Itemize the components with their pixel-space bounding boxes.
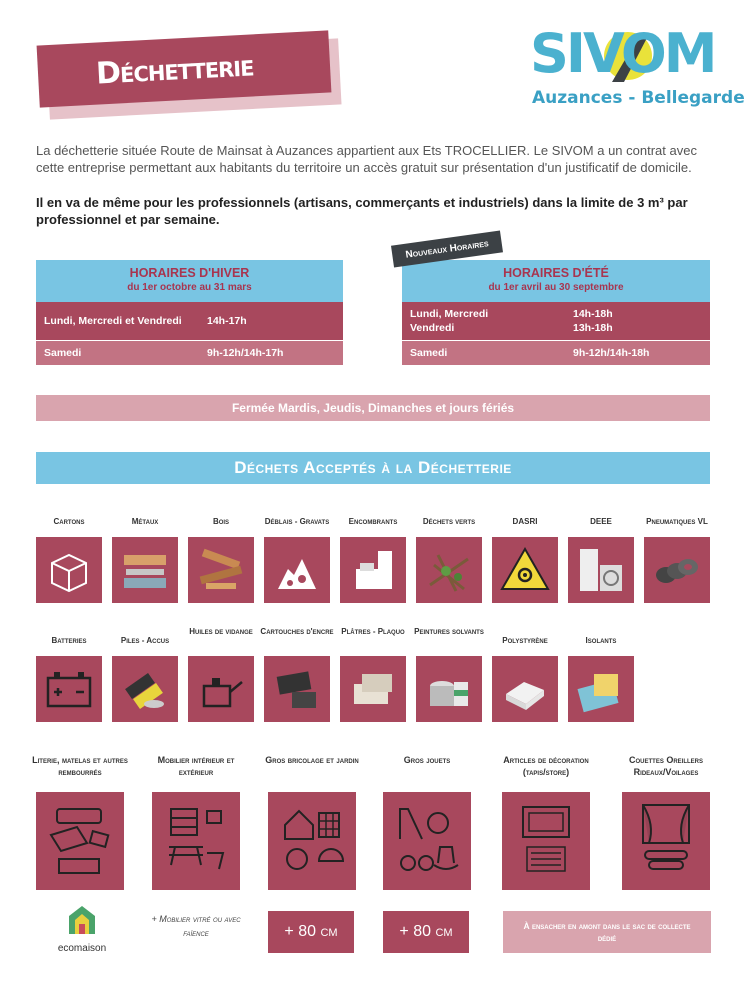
furniture-icon — [163, 803, 229, 879]
appliance-icon — [576, 545, 626, 595]
summer-hours: 9h-12h/14h-18h — [573, 347, 650, 359]
rubble-icon — [272, 545, 322, 595]
winter-hours: 9h-12h/14h-17h — [207, 347, 284, 359]
diy-garden-icon — [279, 803, 345, 879]
bag-note: À ensacher en amont dans le sac de collecte dédié — [503, 911, 711, 953]
summer-days: Lundi, Mercredi Vendredi — [410, 308, 489, 334]
intro-pro-text: Il en va de même pour les professionnels (artisans, commerçants et industriels) dans la limite de 3 m³ par professionnel et par semaine. — [36, 195, 688, 227]
waste-label: Bois — [212, 517, 230, 526]
waste-label: Mobilier intérieur et extérieur — [157, 755, 235, 777]
waste-tile — [416, 656, 482, 722]
waste-tile — [416, 537, 482, 603]
waste-label: Cartons — [53, 517, 85, 526]
paint-icon — [424, 664, 474, 714]
decoration-icon — [513, 803, 579, 879]
waste-tile — [622, 792, 710, 890]
waste-label: Peintures solvants — [414, 627, 484, 636]
waste-tile — [112, 537, 178, 603]
waste-tile — [188, 537, 254, 603]
waste-label: Encombrants — [348, 517, 398, 526]
box-icon — [44, 545, 94, 595]
waste-tile — [36, 792, 124, 890]
waste-tile — [112, 656, 178, 722]
waste-label: Polystyrène — [502, 636, 548, 645]
logo-word: SIVOM — [530, 22, 715, 85]
summer-days: Samedi — [410, 347, 448, 359]
bulky-icon — [348, 545, 398, 595]
waste-label: Isolants — [585, 636, 617, 645]
ecomaison-logo — [50, 904, 114, 954]
waste-tile — [383, 792, 471, 890]
bedding-icon — [47, 803, 113, 879]
intro-text: La déchetterie située Route de Mainsat à Auzances appartient aux Ets TROCELLIER. Le SIVOM a un contrat avec cette entreprise permettant aux habitants du territoire un accès gratuit sur présentation d'un justificatif de domicile. — [36, 143, 697, 175]
waste-tile — [188, 656, 254, 722]
waste-label: Batteries — [51, 636, 87, 645]
battery-icon — [44, 664, 94, 714]
waste-tile — [644, 537, 710, 603]
size-badge: + 80 cm — [383, 911, 469, 953]
waste-tile — [36, 537, 102, 603]
tyres-icon — [652, 545, 702, 595]
winter-title: HORAIRES D'HIVER — [129, 266, 250, 280]
waste-label: Piles - Accus — [120, 636, 170, 645]
winter-hours: 14h-17h — [207, 315, 247, 327]
summer-title: HORAIRES D'ÉTÉ — [503, 266, 609, 280]
biohazard-icon — [500, 545, 550, 595]
summer-row-saturday — [402, 341, 710, 365]
summer-row-weekdays — [402, 302, 710, 340]
size-badge: + 80 cm — [268, 911, 354, 953]
page-title: Déchetterie — [95, 47, 255, 92]
toys-icon — [394, 803, 460, 879]
waste-tile — [568, 537, 634, 603]
waste-tile — [264, 537, 330, 603]
glass-furniture-note: + Mobilier vitré ou avec faïence — [151, 914, 241, 938]
winter-days: Lundi, Mercredi et Vendredi — [44, 315, 182, 327]
polystyrene-icon — [500, 664, 550, 714]
waste-tile — [568, 656, 634, 722]
summer-hours: 14h-18h 13h-18h — [573, 308, 613, 334]
wood-icon — [196, 545, 246, 595]
winter-schedule — [36, 260, 343, 365]
waste-label: Couettes Oreillers Rideaux/Voilages — [628, 755, 703, 777]
accepted-waste-banner: Déchets Acceptés à la Déchetterie — [36, 452, 710, 484]
green-waste-icon — [424, 545, 474, 595]
waste-tile — [340, 656, 406, 722]
waste-label: Plâtres - Plaquo — [341, 627, 405, 636]
waste-label: DASRI — [512, 517, 538, 526]
waste-tile — [492, 656, 558, 722]
waste-tile — [492, 537, 558, 603]
closed-days-banner: Fermée Mardis, Jeudis, Dimanches et jours fériés — [36, 395, 710, 421]
waste-label: Déblais - Gravats — [264, 517, 330, 526]
waste-label: Déchets verts — [422, 517, 476, 526]
cells-icon — [120, 664, 170, 714]
waste-label: Pneumatiques VL — [646, 517, 708, 526]
new-hours-badge: Nouveaux Horaires — [391, 230, 503, 267]
plaster-icon — [348, 664, 398, 714]
waste-label: Articles de décoration (tapis/store) — [503, 755, 589, 777]
insulation-icon — [576, 664, 626, 714]
waste-tile — [340, 537, 406, 603]
ecomaison-icon — [67, 904, 97, 936]
waste-tile — [502, 792, 590, 890]
winter-row-weekdays — [36, 302, 343, 340]
summer-header — [402, 260, 710, 302]
waste-label: DEEE — [590, 517, 612, 526]
cartridge-icon — [272, 664, 322, 714]
waste-tile — [36, 656, 102, 722]
winter-period: du 1er octobre au 31 mars — [127, 282, 252, 293]
waste-tile — [268, 792, 356, 890]
waste-tile — [264, 656, 330, 722]
waste-tile — [152, 792, 240, 890]
logo-subtitle: Auzances - Bellegarde — [532, 88, 745, 108]
waste-label: Gros bricolage et jardin — [265, 755, 359, 765]
waste-label: Gros jouets — [403, 755, 451, 765]
summer-schedule — [402, 260, 710, 365]
waste-label: Huiles de vidange — [189, 627, 253, 636]
waste-label: Métaux — [131, 517, 159, 526]
winter-days: Samedi — [44, 347, 82, 359]
winter-header — [36, 260, 343, 302]
summer-period: du 1er avril au 30 septembre — [488, 282, 624, 293]
textile-icon — [633, 803, 699, 879]
waste-label: Cartouches d'encre — [260, 627, 334, 636]
ecomaison-label: ecomaison — [57, 943, 107, 954]
winter-row-saturday — [36, 341, 343, 365]
waste-label: Literie, matelas et autres rembourrés — [32, 755, 128, 777]
oil-can-icon — [196, 664, 246, 714]
metal-icon — [120, 545, 170, 595]
